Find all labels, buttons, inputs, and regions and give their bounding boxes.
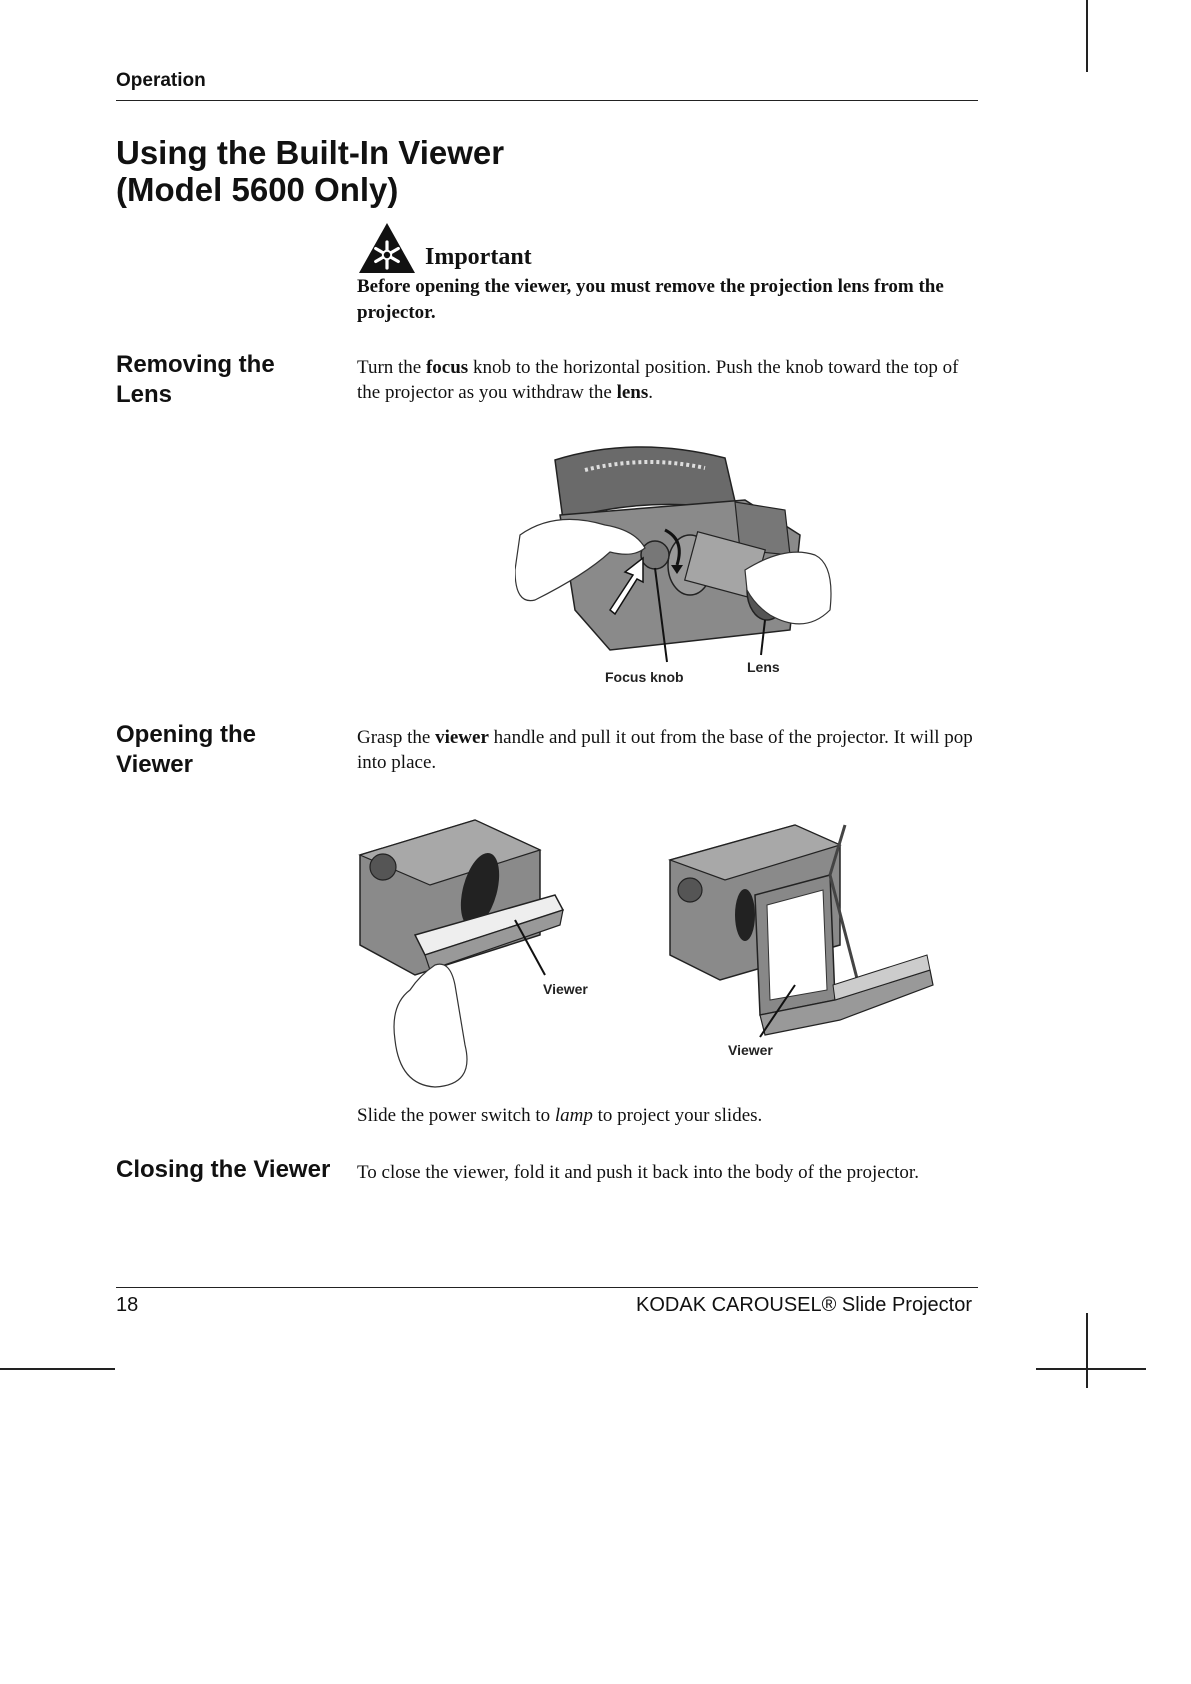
power-switch-text (357, 1103, 979, 1128)
removing-lens-heading-line-1: Removing the (116, 351, 275, 378)
opening-viewer-heading-line-1: Opening the (116, 721, 256, 748)
focus-keyword: focus (425, 357, 469, 378)
crop-mark-bottom-left (0, 1368, 115, 1370)
power-switch-text-part-2: to project your slides. (592, 1105, 763, 1126)
footer-title: KODAK CAROUSEL® Slide Projector (636, 1294, 972, 1316)
removing-lens-text-part-1: Turn the (357, 357, 426, 378)
viewer-open-illustration (665, 815, 965, 1075)
focus-knob-label: Focus knob (605, 669, 684, 685)
power-switch-text-part-1: Slide the power switch to (357, 1105, 555, 1126)
removing-lens-heading-line-2: Lens (116, 381, 173, 408)
closing-viewer-text: To close the viewer, fold it and push it back into the body of the projector. (357, 1162, 919, 1183)
removing-lens-text-part-2: knob to the horizontal position. Push the knob toward the top of the projector as you withdraw the (357, 357, 959, 403)
crop-mark-top-right (1086, 0, 1088, 72)
warning-asterisk-icon (358, 222, 416, 274)
section-header-label: Operation (116, 70, 206, 91)
removing-lens-text-part-3: . (648, 382, 654, 403)
viewer-keyword: viewer (435, 727, 489, 748)
viewer-pull-illustration (355, 815, 600, 1090)
removing-lens-heading (116, 350, 346, 410)
lens-keyword: lens (616, 382, 649, 403)
crop-mark-bottom-right-v (1086, 1313, 1088, 1388)
lens-label: Lens (747, 659, 780, 675)
important-label: Important (425, 244, 532, 270)
closing-viewer-heading: Closing the Viewer (116, 1156, 331, 1183)
opening-viewer-text-part-1: Grasp the (357, 727, 436, 748)
lamp-keyword: lamp (554, 1105, 593, 1126)
opening-viewer-heading (116, 720, 346, 780)
page-title-line-2: (Model 5600 Only) (116, 171, 399, 208)
page-title (116, 134, 716, 208)
lens-removal-illustration (515, 440, 835, 695)
footer-divider (116, 1287, 978, 1288)
important-text: Before opening the viewer, you must remove the projection lens from the projector. (357, 276, 944, 323)
page-title-line-1: Using the Built-In Viewer (116, 134, 505, 171)
viewer-label-right: Viewer (728, 1042, 773, 1058)
opening-viewer-text-part-2: handle and pull it out from the base of the projector. It will pop into place. (357, 727, 973, 773)
page-number: 18 (116, 1294, 139, 1316)
removing-lens-text (357, 355, 979, 405)
header-divider (116, 100, 978, 101)
viewer-label-left: Viewer (543, 981, 588, 997)
opening-viewer-text (357, 725, 979, 775)
opening-viewer-heading-line-2: Viewer (116, 751, 193, 778)
crop-mark-bottom-right-h (1036, 1368, 1146, 1370)
